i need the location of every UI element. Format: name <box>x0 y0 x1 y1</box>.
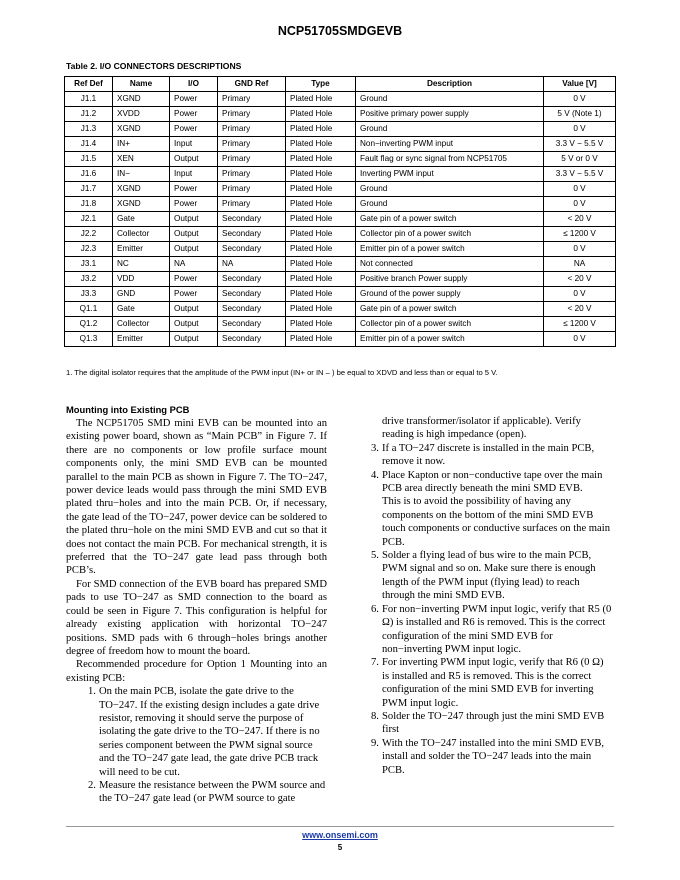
list-item <box>349 442 612 469</box>
table-row <box>65 257 616 272</box>
table-cell: J3.2 <box>65 272 113 287</box>
list-text: Place Kapton or non−conductive tape over the main PCB area directly beneath the mini SMD EVB. <box>382 469 603 495</box>
table-cell: XEN <box>113 152 170 167</box>
table-row <box>65 122 616 137</box>
table-cell: J1.6 <box>65 167 113 182</box>
table-cell: Q1.1 <box>65 302 113 317</box>
column-header: I/O <box>170 77 218 92</box>
list-number: 9. <box>371 737 379 749</box>
table-cell: Secondary <box>218 287 286 302</box>
table-cell: Inverting PWM input <box>356 167 544 182</box>
table-footnote: 1. The digital isolator requires that the amplitude of the PWM input (IN+ or IN – ) be equal to XDVD and less than or equal to 5 V. <box>66 368 498 377</box>
table-cell: Plated Hole <box>286 167 356 182</box>
table-cell: 0 V <box>544 287 616 302</box>
table-cell: Secondary <box>218 242 286 257</box>
table-row <box>65 302 616 317</box>
table-cell: J1.4 <box>65 137 113 152</box>
table-cell: Input <box>170 167 218 182</box>
table-cell: NA <box>218 257 286 272</box>
table-cell: J2.1 <box>65 212 113 227</box>
table-cell: Secondary <box>218 332 286 347</box>
io-connectors-table <box>64 76 616 347</box>
table-cell: Power <box>170 122 218 137</box>
table-cell: Input <box>170 137 218 152</box>
table-cell: Power <box>170 182 218 197</box>
list-item-note: This is to avoid the possibility of having any components on the bottom of the mini SMD EVB touch components or conductive surfaces on the main PCB. <box>382 496 610 548</box>
list-text: For inverting PWM input logic, verify that R6 (0 Ω) is installed and R5 is removed. This is the correct configuration of the mini SMD EVB for inverting PWM input logic. <box>382 657 604 709</box>
table-cell: J1.7 <box>65 182 113 197</box>
page-title: NCP51705SMDGEVB <box>277 24 403 38</box>
list-text: Solder a flying lead of bus wire to the main PCB, PWM signal and so on. Make sure there is enough length of the PWM input (flying lead) to reach through the mini SMD EVB. <box>382 550 596 602</box>
table-title: Table 2. I/O CONNECTORS DESCRIPTIONS <box>66 61 242 71</box>
table-cell: IN+ <box>113 137 170 152</box>
table-cell: Q1.3 <box>65 332 113 347</box>
table-cell: Output <box>170 212 218 227</box>
table-cell: Gate pin of a power switch <box>356 212 544 227</box>
table-cell: VDD <box>113 272 170 287</box>
table-cell: Emitter pin of a power switch <box>356 332 544 347</box>
table-cell: Secondary <box>218 212 286 227</box>
table-cell: Plated Hole <box>286 122 356 137</box>
table-cell: J1.1 <box>65 92 113 107</box>
table-cell: Gate pin of a power switch <box>356 302 544 317</box>
list-text: For non−inverting PWM input logic, verify that R5 (0 Ω) is installed and R6 is removed. This is the correct configuration of the mini SMD EVB for non−inverting PWM input logic. <box>382 603 612 655</box>
table-cell: Ground of the power supply <box>356 287 544 302</box>
section-heading: Mounting into Existing PCB <box>66 404 190 415</box>
table-cell: Secondary <box>218 227 286 242</box>
table-cell: Plated Hole <box>286 92 356 107</box>
table-cell: ≤ 1200 V <box>544 227 616 242</box>
table-cell: Plated Hole <box>286 152 356 167</box>
table-cell: Primary <box>218 107 286 122</box>
table-cell: Positive primary power supply <box>356 107 544 122</box>
table-cell: Collector pin of a power switch <box>356 317 544 332</box>
table-cell: < 20 V <box>544 212 616 227</box>
table-row <box>65 317 616 332</box>
list-number: 2. <box>88 779 96 791</box>
table-cell: Primary <box>218 167 286 182</box>
table-cell: J1.3 <box>65 122 113 137</box>
column-header: Description <box>356 77 544 92</box>
table-cell: XGND <box>113 92 170 107</box>
table-cell: J2.2 <box>65 227 113 242</box>
table-cell: Emitter <box>113 242 170 257</box>
list-number: 5. <box>371 550 379 562</box>
table-row <box>65 167 616 182</box>
procedure-list <box>66 685 327 806</box>
table-cell: Plated Hole <box>286 242 356 257</box>
table-row <box>65 182 616 197</box>
table-cell: Plated Hole <box>286 257 356 272</box>
table-cell: Plated Hole <box>286 287 356 302</box>
list-item <box>349 549 612 603</box>
table-cell: 3.3 V − 5.5 V <box>544 137 616 152</box>
column-header: Name <box>113 77 170 92</box>
table-cell: Ground <box>356 92 544 107</box>
column-header: Ref Def <box>65 77 113 92</box>
table-cell: Primary <box>218 182 286 197</box>
table-row <box>65 197 616 212</box>
table-row <box>65 152 616 167</box>
footer-divider <box>66 826 614 827</box>
table-cell: Plated Hole <box>286 302 356 317</box>
table-cell: Fault flag or sync signal from NCP51705 <box>356 152 544 167</box>
list-item <box>349 469 612 549</box>
table-cell: Output <box>170 242 218 257</box>
table-cell: Output <box>170 227 218 242</box>
list-number: 1. <box>88 686 96 698</box>
table-cell: Non−inverting PWM input <box>356 137 544 152</box>
table-cell: Collector <box>113 227 170 242</box>
table-cell: J1.5 <box>65 152 113 167</box>
table-cell: Plated Hole <box>286 317 356 332</box>
table-cell: Plated Hole <box>286 107 356 122</box>
table-row <box>65 137 616 152</box>
table-cell: Output <box>170 332 218 347</box>
table-cell: Output <box>170 152 218 167</box>
table-cell: 0 V <box>544 197 616 212</box>
list-item <box>66 779 327 806</box>
table-cell: XGND <box>113 197 170 212</box>
list-item <box>349 737 612 777</box>
table-cell: 0 V <box>544 242 616 257</box>
table-cell: Plated Hole <box>286 182 356 197</box>
list-text: Solder the TO−247 through just the mini SMD EVB first <box>382 710 605 736</box>
list-item <box>349 710 612 737</box>
table-cell: < 20 V <box>544 272 616 287</box>
table-cell: Power <box>170 272 218 287</box>
table-row <box>65 272 616 287</box>
table-cell: Ground <box>356 182 544 197</box>
table-cell: 0 V <box>544 122 616 137</box>
table-cell: J3.3 <box>65 287 113 302</box>
column-header: Value [V] <box>544 77 616 92</box>
table-cell: Ground <box>356 197 544 212</box>
table-cell: Plated Hole <box>286 212 356 227</box>
page-number: 5 <box>337 843 343 852</box>
procedure-list-continued <box>349 442 612 777</box>
table-row <box>65 227 616 242</box>
table-cell: Power <box>170 287 218 302</box>
table-cell: Emitter <box>113 332 170 347</box>
table-cell: Secondary <box>218 302 286 317</box>
table-cell: 0 V <box>544 92 616 107</box>
table-cell: 5 V (Note 1) <box>544 107 616 122</box>
table-cell: J3.1 <box>65 257 113 272</box>
table-cell: Q1.2 <box>65 317 113 332</box>
list-number: 3. <box>371 442 379 454</box>
table-cell: < 20 V <box>544 302 616 317</box>
table-cell: Emitter pin of a power switch <box>356 242 544 257</box>
list-number: 4. <box>371 469 379 481</box>
table-cell: J1.2 <box>65 107 113 122</box>
table-cell: 3.3 V − 5.5 V <box>544 167 616 182</box>
table-row <box>65 107 616 122</box>
table-cell: Secondary <box>218 272 286 287</box>
list-number: 6. <box>371 603 379 615</box>
table-cell: Output <box>170 302 218 317</box>
right-column <box>349 415 612 777</box>
table-cell: ≤ 1200 V <box>544 317 616 332</box>
table-row <box>65 242 616 257</box>
table-cell: Gate <box>113 212 170 227</box>
table-header-row <box>65 77 616 92</box>
paragraph: The NCP51705 SMD mini EVB can be mounted into an existing power board, shown as “Main PCB” in Figure 7. If there are no components or low profile surface mount components only, the mini SMD EVB can be mounted parallel to the main PCB as shown in Figure 7. The TO−247, power device leads would pass through the mini SMD EVB plated thru−holes and into the main PCB. Or, if necessary, the gate lead of the TO−247, power device can be soldered to the plated thru−hole on the mini SMD EVB and cut so that it does not contact the main PCB. For mechanical strength, it is preferred that the TO−247 gate lead pass through both PCB’s. <box>66 418 327 577</box>
list-text: If a TO−247 discrete is installed in the main PCB, remove it now. <box>382 442 595 468</box>
table-cell: Plated Hole <box>286 227 356 242</box>
table-cell: Primary <box>218 197 286 212</box>
list-text: On the main PCB, isolate the gate drive to the TO−247. If the existing design includes a gate drive resistor, removing it should serve the purpose of isolating the gate drive to the TO−247. If there is no series component between the PWM signal source and the TO−247 gate lead, the gate drive PCB track will need to be cut. <box>99 686 320 778</box>
table-row <box>65 212 616 227</box>
table-cell: IN− <box>113 167 170 182</box>
table-cell: NC <box>113 257 170 272</box>
table-cell: XGND <box>113 122 170 137</box>
list-text: With the TO−247 installed into the mini SMD EVB, install and solder the TO−247 leads into the main PCB. <box>382 737 605 776</box>
table-cell: Collector <box>113 317 170 332</box>
left-column <box>66 404 327 806</box>
table-cell: 5 V or 0 V <box>544 152 616 167</box>
table-cell: Not connected <box>356 257 544 272</box>
table-cell: NA <box>544 257 616 272</box>
table-cell: Ground <box>356 122 544 137</box>
table-cell: Positive branch Power supply <box>356 272 544 287</box>
table-row <box>65 92 616 107</box>
paragraph: For SMD connection of the EVB board has prepared SMD pads to use TO−247 as SMD connection to the board as could be seen in Figure 7. This configuration is helpful for already existing application with horizontal TO−247 positions. SMD pads with 6 through−holes brings another degree of freedom how to mount the board. <box>66 578 327 657</box>
table-cell: 0 V <box>544 182 616 197</box>
table-cell: Plated Hole <box>286 272 356 287</box>
list-item <box>349 603 612 657</box>
list-text: Measure the resistance between the PWM source and the TO−247 gate lead (or PWM source to gate <box>99 779 326 805</box>
table-cell: Secondary <box>218 317 286 332</box>
table-cell: Power <box>170 197 218 212</box>
table-row <box>65 332 616 347</box>
column-header: Type <box>286 77 356 92</box>
table-cell: Gate <box>113 302 170 317</box>
table-cell: Power <box>170 107 218 122</box>
table-row <box>65 287 616 302</box>
table-cell: NA <box>170 257 218 272</box>
table-cell: Plated Hole <box>286 197 356 212</box>
table-cell: XGND <box>113 182 170 197</box>
column-header: GND Ref <box>218 77 286 92</box>
table-cell: 0 V <box>544 332 616 347</box>
table-cell: Power <box>170 92 218 107</box>
list-number: 8. <box>371 710 379 722</box>
table-cell: XVDD <box>113 107 170 122</box>
table-cell: J2.3 <box>65 242 113 257</box>
list-number: 7. <box>371 657 379 669</box>
table-cell: GND <box>113 287 170 302</box>
table-cell: Plated Hole <box>286 137 356 152</box>
table-cell: Output <box>170 317 218 332</box>
list-item <box>349 656 612 710</box>
footer-website-link[interactable]: www.onsemi.com <box>302 830 378 840</box>
list-continuation: drive transformer/isolator if applicable). Verify reading is high impedance (open). <box>382 416 581 441</box>
table-cell: Primary <box>218 122 286 137</box>
table-cell: Primary <box>218 137 286 152</box>
list-item <box>66 685 327 779</box>
paragraph: Recommended procedure for Option 1 Mounting into an existing PCB: <box>66 659 327 684</box>
table-cell: J1.8 <box>65 197 113 212</box>
table-cell: Collector pin of a power switch <box>356 227 544 242</box>
table-cell: Plated Hole <box>286 332 356 347</box>
table-cell: Primary <box>218 92 286 107</box>
table-cell: Primary <box>218 152 286 167</box>
